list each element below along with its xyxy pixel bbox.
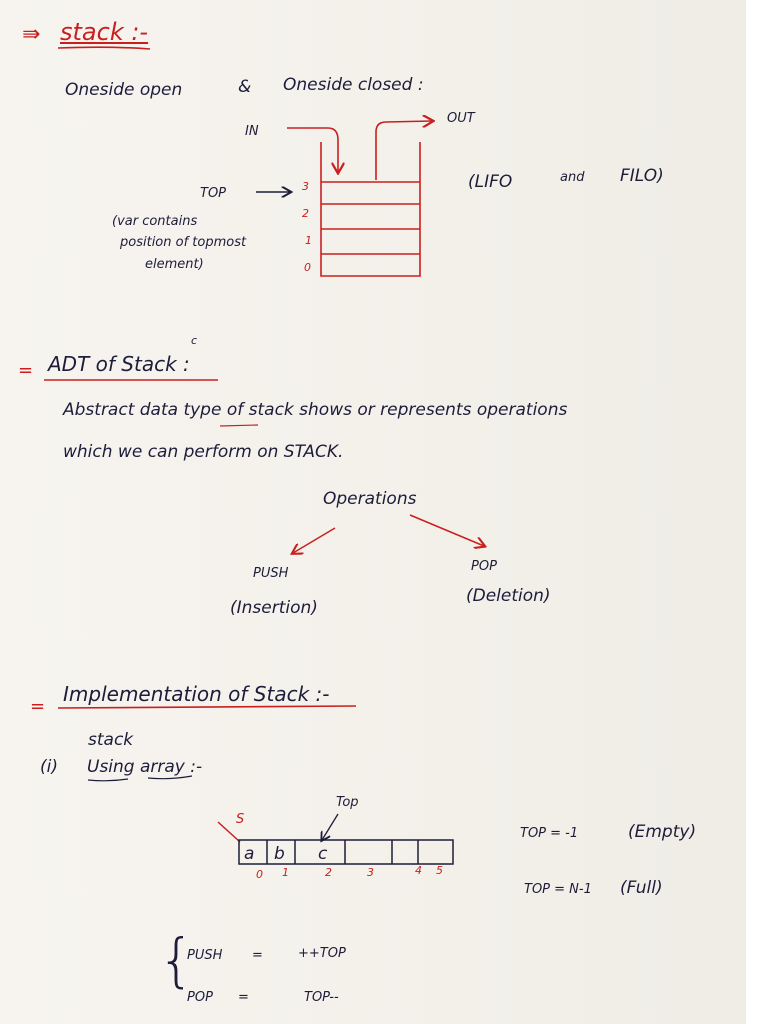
using-underline (88, 779, 128, 781)
top-label: TOP (200, 186, 227, 201)
stack-title: stack :- (60, 18, 149, 46)
push-eq: = (252, 948, 263, 963)
pop-lhs: POP (187, 990, 213, 1005)
adt-line-2: which we can perform on STACK. (63, 442, 344, 462)
dash-marker-icon: = (18, 360, 34, 381)
operations-label: Operations (323, 489, 417, 509)
impl-underline (58, 706, 356, 708)
out-label: OUT (447, 111, 475, 126)
heading-arrow-icon: ⇛ (22, 22, 41, 47)
out-arrow (376, 121, 432, 180)
stack-container (321, 142, 420, 276)
and-text: and (560, 170, 585, 185)
subtitle-amp: & (238, 77, 252, 97)
correction-mark: c (191, 334, 198, 347)
array-underline (148, 776, 192, 779)
var-note: position of topmost (120, 235, 247, 250)
caret-word: stack (88, 730, 134, 750)
pop-eq: = (238, 990, 249, 1005)
push-label: PUSH (253, 566, 289, 581)
index-label: 2 (302, 207, 309, 220)
array-index: 4 (415, 864, 422, 877)
adt-line-1: Abstract data type of stack shows or represents operations (63, 400, 568, 420)
array-index: 1 (282, 866, 289, 879)
index-label: 3 (302, 180, 309, 193)
array-top-label: Top (336, 795, 359, 810)
pop-label: POP (471, 559, 497, 574)
array-index: 5 (436, 864, 443, 877)
full-note: (Full) (620, 878, 663, 898)
array-index: 2 (325, 866, 332, 879)
impl-title: Implementation of Stack :- (63, 682, 330, 706)
type-underline (220, 425, 258, 426)
array-cell: a (244, 844, 255, 864)
s-pointer (218, 822, 240, 842)
in-label: IN (245, 124, 259, 139)
index-label: 0 (304, 261, 311, 274)
item-number: (i) (40, 757, 58, 777)
empty-equation: TOP = -1 (520, 826, 579, 841)
subtitle-open: Oneside open (65, 80, 183, 100)
array-box (239, 840, 453, 864)
var-note: element) (145, 257, 204, 272)
array-cell: c (318, 844, 328, 864)
array-index: 3 (367, 866, 374, 879)
pop-note: (Deletion) (466, 586, 551, 606)
index-label: 1 (305, 234, 312, 247)
adt-title: ADT of Stack : (48, 352, 190, 376)
push-branch-arrow (293, 528, 335, 553)
array-index: 0 (256, 868, 263, 881)
left-brace-icon: { (158, 926, 195, 994)
in-arrow (287, 128, 338, 172)
subtitle-closed: Oneside closed : (283, 75, 424, 95)
push-note: (Insertion) (230, 598, 318, 618)
full-equation: TOP = N-1 (524, 882, 592, 897)
pop-rhs: TOP-- (304, 990, 339, 1005)
empty-note: (Empty) (628, 822, 697, 842)
title-underline (58, 47, 150, 49)
array-top-arrow (322, 814, 338, 840)
push-lhs: PUSH (187, 948, 223, 963)
var-note: (var contains (112, 214, 198, 229)
array-cell: b (274, 844, 285, 864)
item-text: Using array :- (87, 757, 203, 777)
pop-branch-arrow (410, 515, 484, 546)
push-rhs: ++TOP (298, 946, 346, 961)
filo-text: FILO) (620, 166, 664, 186)
dash-marker-icon: = (30, 696, 46, 717)
lifo-text: (LIFO (468, 172, 513, 192)
s-label: S (236, 812, 245, 827)
